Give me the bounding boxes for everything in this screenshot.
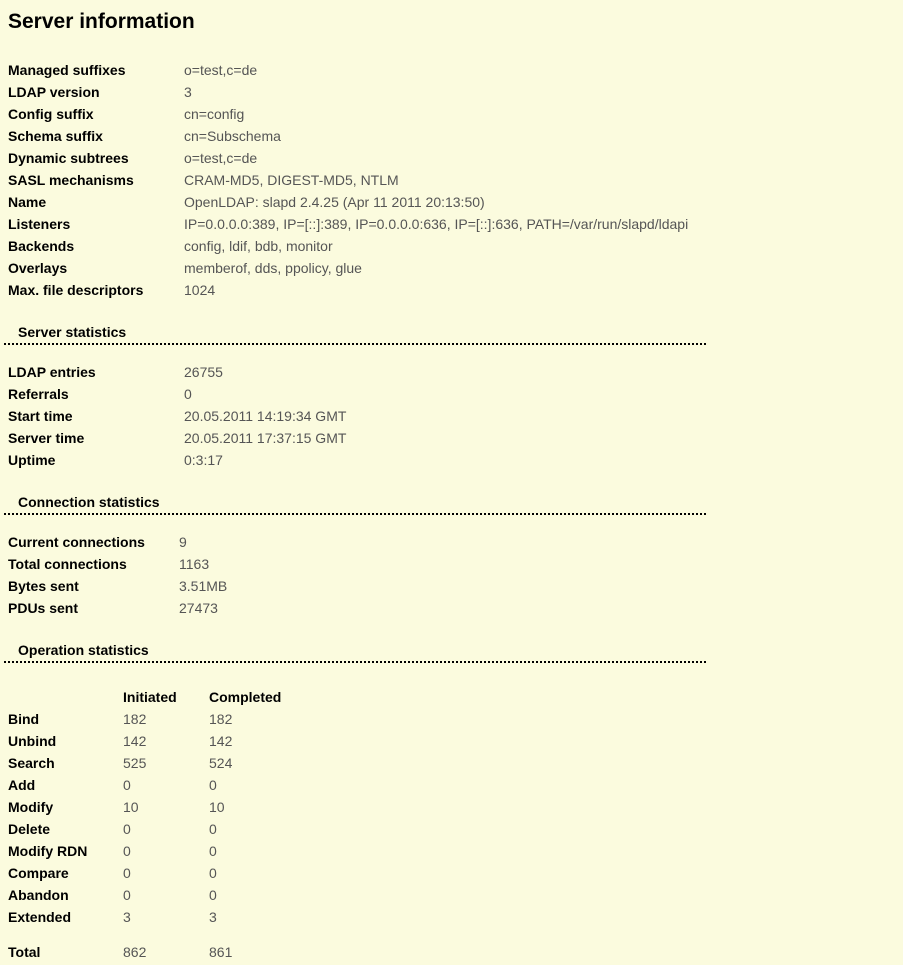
info-value: 3.51MB <box>179 578 228 594</box>
completed-value: 0 <box>209 865 217 881</box>
info-value: o=test,c=de <box>184 150 258 166</box>
info-label: Referrals <box>8 386 69 402</box>
operation-label: Abandon <box>8 887 69 903</box>
info-label: Server time <box>8 430 85 446</box>
operation-label: Delete <box>8 821 51 837</box>
info-label: PDUs sent <box>8 600 79 616</box>
operation-label: Search <box>8 755 55 771</box>
table-row <box>4 60 688 82</box>
initiated-value: 0 <box>123 865 131 881</box>
info-label: Managed suffixes <box>8 62 126 78</box>
initiated-value: 3 <box>123 909 131 925</box>
server-information-page <box>4 10 706 964</box>
initiated-value: 0 <box>123 777 131 793</box>
info-value: 3 <box>184 84 192 100</box>
total-row <box>4 942 281 964</box>
initiated-value: 525 <box>123 755 147 771</box>
table-row <box>4 406 346 428</box>
info-label: LDAP version <box>8 84 100 100</box>
initiated-value: 182 <box>123 711 147 727</box>
completed-value: 0 <box>209 821 217 837</box>
column-header-initiated: Initiated <box>123 689 177 705</box>
completed-value: 142 <box>209 733 233 749</box>
info-label: SASL mechanisms <box>8 172 134 188</box>
initiated-value: 0 <box>123 887 131 903</box>
table-row <box>4 214 688 236</box>
section-heading-server-statistics: Server statistics <box>4 322 706 345</box>
table-row <box>4 258 688 280</box>
operation-statistics-table <box>4 687 281 964</box>
connection-statistics-table <box>4 532 227 620</box>
table-row <box>4 907 281 929</box>
info-label: LDAP entries <box>8 364 96 380</box>
table-row <box>4 753 281 775</box>
info-value: 27473 <box>179 600 218 616</box>
info-label: Overlays <box>8 260 68 276</box>
total-completed-value: 861 <box>209 944 233 960</box>
table-row <box>4 148 688 170</box>
table-row <box>4 450 346 472</box>
info-label: Total connections <box>8 556 127 572</box>
table-row <box>4 731 281 753</box>
info-label: Backends <box>8 238 75 254</box>
info-value: 20.05.2011 14:19:34 GMT <box>184 408 347 424</box>
operation-label: Modify RDN <box>8 843 88 859</box>
section-heading-operation-statistics: Operation statistics <box>4 640 706 663</box>
spacer-row <box>4 929 281 942</box>
table-row <box>4 104 688 126</box>
info-value: memberof, dds, ppolicy, glue <box>184 260 362 276</box>
table-row <box>4 280 688 302</box>
operation-label: Extended <box>8 909 72 925</box>
total-initiated-value: 862 <box>123 944 147 960</box>
table-row <box>4 170 688 192</box>
info-value: cn=Subschema <box>184 128 281 144</box>
table-row <box>4 775 281 797</box>
info-label: Name <box>8 194 47 210</box>
column-header-empty <box>4 687 123 709</box>
info-value: 9 <box>179 534 187 550</box>
info-label: Dynamic subtrees <box>8 150 129 166</box>
table-row <box>4 236 688 258</box>
info-value: 20.05.2011 17:37:15 GMT <box>184 430 347 446</box>
initiated-value: 0 <box>123 843 131 859</box>
server-statistics-table <box>4 362 346 472</box>
initiated-value: 10 <box>123 799 139 815</box>
completed-value: 524 <box>209 755 233 771</box>
table-row <box>4 384 346 406</box>
info-value: 0 <box>184 386 192 402</box>
info-label: Current connections <box>8 534 145 550</box>
info-value: cn=config <box>184 106 245 122</box>
table-row <box>4 82 688 104</box>
info-value: 26755 <box>184 364 223 380</box>
spacer-cell <box>4 929 281 942</box>
table-header-row <box>4 687 281 709</box>
initiated-value: 142 <box>123 733 147 749</box>
section-heading-connection-statistics: Connection statistics <box>4 492 706 515</box>
table-row <box>4 532 227 554</box>
info-value: config, ldif, bdb, monitor <box>184 238 333 254</box>
completed-value: 182 <box>209 711 233 727</box>
operation-label: Compare <box>8 865 69 881</box>
table-row <box>4 576 227 598</box>
completed-value: 0 <box>209 777 217 793</box>
table-row <box>4 428 346 450</box>
table-row <box>4 709 281 731</box>
operation-label: Add <box>8 777 36 793</box>
initiated-value: 0 <box>123 821 131 837</box>
info-label: Start time <box>8 408 73 424</box>
info-label: Bytes sent <box>8 578 79 594</box>
info-label: Schema suffix <box>8 128 103 144</box>
info-label: Max. file descriptors <box>8 282 144 298</box>
completed-value: 10 <box>209 799 225 815</box>
info-value: CRAM-MD5, DIGEST-MD5, NTLM <box>184 172 399 188</box>
table-row <box>4 797 281 819</box>
operation-label: Modify <box>8 799 54 815</box>
info-value: IP=0.0.0.0:389, IP=[::]:389, IP=0.0.0.0:636, IP=[::]:636, PATH=/var/run/slapd/ldapi <box>184 216 689 232</box>
column-header-completed: Completed <box>209 689 282 705</box>
info-value: 1163 <box>179 556 210 572</box>
page-title: Server information <box>8 10 195 33</box>
operation-label: Unbind <box>8 733 57 749</box>
info-value: 0:3:17 <box>184 452 223 468</box>
table-row <box>4 885 281 907</box>
info-label: Listeners <box>8 216 71 232</box>
table-row <box>4 819 281 841</box>
table-row <box>4 554 227 576</box>
table-row <box>4 362 346 384</box>
info-label: Uptime <box>8 452 56 468</box>
completed-value: 0 <box>209 843 217 859</box>
completed-value: 0 <box>209 887 217 903</box>
table-row <box>4 863 281 885</box>
table-row <box>4 126 688 148</box>
info-value: 1024 <box>184 282 216 298</box>
total-label: Total <box>8 944 41 960</box>
operation-label: Bind <box>8 711 40 727</box>
table-row <box>4 192 688 214</box>
completed-value: 3 <box>209 909 217 925</box>
info-label: Config suffix <box>8 106 94 122</box>
info-value: OpenLDAP: slapd 2.4.25 (Apr 11 2011 20:13:50) <box>184 194 485 210</box>
table-row <box>4 841 281 863</box>
table-row <box>4 598 227 620</box>
server-info-table <box>4 60 688 302</box>
info-value: o=test,c=de <box>184 62 258 78</box>
